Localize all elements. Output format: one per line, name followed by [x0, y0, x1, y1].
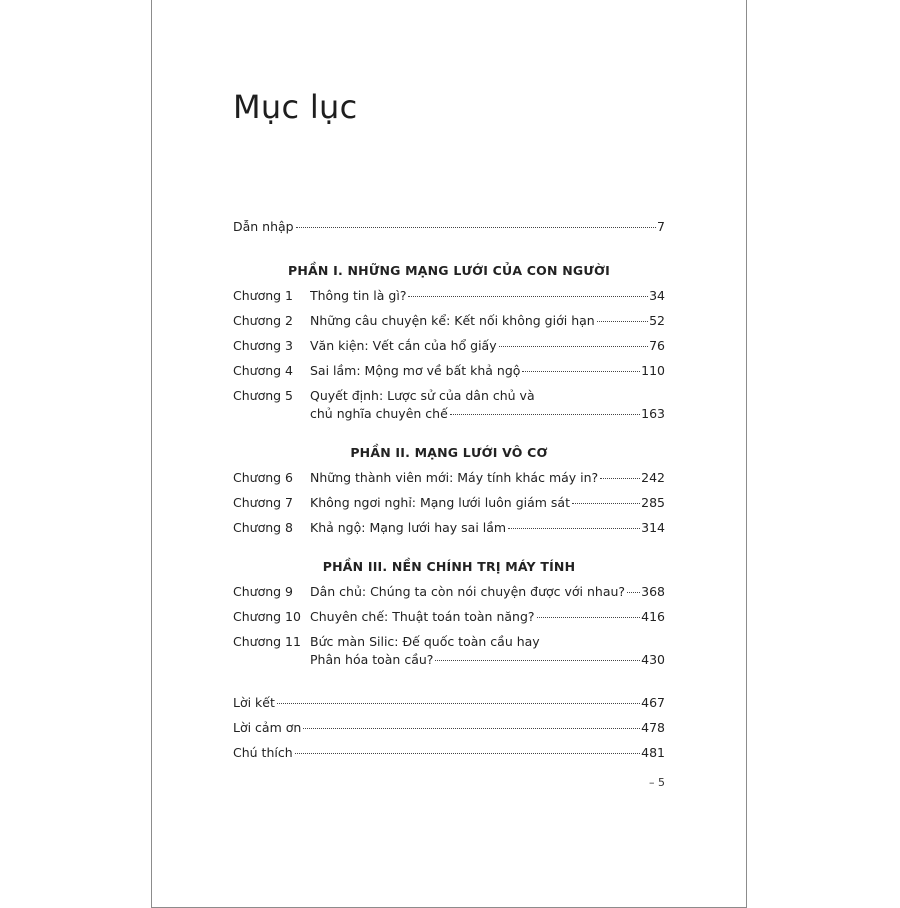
entry-page-number: 481	[641, 745, 665, 760]
toc-entry-chapter-5-line-1[interactable]	[233, 386, 665, 406]
chapter-title-line-1: Bức màn Silic: Đế quốc toàn cầu hay	[310, 634, 540, 649]
chapter-page-number: 285	[641, 495, 665, 510]
entry-title: Lời cảm ơn	[233, 720, 302, 735]
chapter-title: Dân chủ: Chúng ta còn nói chuyện được với nhau?	[310, 584, 626, 599]
chapter-title: Những thành viên mới: Máy tính khác máy in?	[310, 470, 599, 485]
toc-entry-chapter-4[interactable]	[233, 361, 665, 381]
page-title: Mục lục	[233, 88, 358, 126]
dot-leader	[627, 592, 640, 593]
toc-entry-chapter-3[interactable]	[233, 336, 665, 356]
dot-leader	[572, 503, 640, 504]
chapter-label: Chương 10	[233, 609, 301, 624]
chapter-label: Chương 7	[233, 495, 294, 510]
chapter-title: Khả ngộ: Mạng lưới hay sai lầm	[310, 520, 507, 535]
toc-entry-afterword[interactable]	[233, 693, 665, 713]
entry-page-number: 7	[657, 219, 665, 234]
chapter-label: Chương 9	[233, 584, 294, 599]
toc-entry-chapter-7[interactable]	[233, 493, 665, 513]
chapter-title: Những câu chuyện kể: Kết nối không giới hạn	[310, 313, 595, 328]
dot-leader	[408, 296, 648, 297]
chapter-title: Sai lầm: Mộng mơ về bất khả ngộ	[310, 363, 521, 378]
chapter-title: Văn kiện: Vết cắn của hổ giấy	[310, 338, 497, 353]
chapter-page-number: 52	[649, 313, 665, 328]
chapter-page-number: 430	[641, 652, 665, 667]
toc-entry-chapter-11-line-1[interactable]	[233, 632, 665, 652]
toc-entry-chapter-10[interactable]	[233, 607, 665, 627]
dot-leader	[508, 528, 640, 529]
chapter-page-number: 368	[641, 584, 665, 599]
chapter-label: Chương 11	[233, 634, 301, 649]
part-heading: PHẦN I. NHỮNG MẠNG LƯỚI CỦA CON NGƯỜI	[288, 263, 610, 278]
entry-title: Chú thích	[233, 745, 293, 760]
entry-title: Lời kết	[233, 695, 275, 710]
chapter-title: Chuyên chế: Thuật toán toàn năng?	[310, 609, 535, 624]
dot-leader	[303, 728, 640, 729]
toc-entry-chapter-5-line-2[interactable]	[233, 404, 665, 424]
chapter-label: Chương 3	[233, 338, 294, 353]
dot-leader	[600, 478, 640, 479]
chapter-page-number: 110	[641, 363, 665, 378]
toc-entry-chapter-2[interactable]	[233, 311, 665, 331]
chapter-page-number: 163	[641, 406, 665, 421]
chapter-label: Chương 1	[233, 288, 294, 303]
part-heading: PHẦN II. MẠNG LƯỚI VÔ CƠ	[350, 445, 548, 460]
toc-entry-chapter-9[interactable]	[233, 582, 665, 602]
dot-leader	[537, 617, 641, 618]
toc-entry-acknowledgements[interactable]	[233, 718, 665, 738]
toc-entry-chapter-6[interactable]	[233, 468, 665, 488]
entry-page-number: 478	[641, 720, 665, 735]
chapter-page-number: 76	[649, 338, 665, 353]
chapter-label: Chương 6	[233, 470, 294, 485]
dot-leader	[597, 321, 648, 322]
entry-title: Dẫn nhập	[233, 219, 294, 234]
dot-leader	[450, 414, 640, 415]
dot-leader	[522, 371, 640, 372]
dot-leader	[499, 346, 648, 347]
chapter-title-line-1: Quyết định: Lược sử của dân chủ và	[310, 388, 535, 403]
dot-leader	[435, 660, 640, 661]
chapter-page-number: 416	[641, 609, 665, 624]
chapter-title-line-2: chủ nghĩa chuyên chế	[310, 406, 448, 421]
page-folio: – 5	[649, 776, 665, 789]
dot-leader	[295, 753, 641, 754]
chapter-title: Thông tin là gì?	[310, 288, 407, 303]
part-heading: PHẦN III. NỀN CHÍNH TRỊ MÁY TÍNH	[322, 559, 576, 574]
toc-entry-chapter-11-line-2[interactable]	[233, 650, 665, 670]
entry-page-number: 467	[641, 695, 665, 710]
toc-entry-chapter-8[interactable]	[233, 518, 665, 538]
toc-entry-chapter-1[interactable]	[233, 286, 665, 306]
chapter-label: Chương 4	[233, 363, 294, 378]
chapter-title: Không ngơi nghỉ: Mạng lưới luôn giám sát	[310, 495, 570, 510]
chapter-label: Chương 2	[233, 313, 294, 328]
chapter-label: Chương 8	[233, 520, 294, 535]
dot-leader	[296, 227, 656, 228]
table-of-contents	[233, 0, 665, 900]
chapter-page-number: 314	[641, 520, 665, 535]
chapter-page-number: 34	[649, 288, 665, 303]
dot-leader	[277, 703, 640, 704]
chapter-title-line-2: Phân hóa toàn cầu?	[310, 652, 434, 667]
toc-entry-intro[interactable]	[233, 217, 665, 237]
chapter-page-number: 242	[641, 470, 665, 485]
chapter-label: Chương 5	[233, 388, 294, 403]
toc-entry-notes[interactable]	[233, 743, 665, 763]
